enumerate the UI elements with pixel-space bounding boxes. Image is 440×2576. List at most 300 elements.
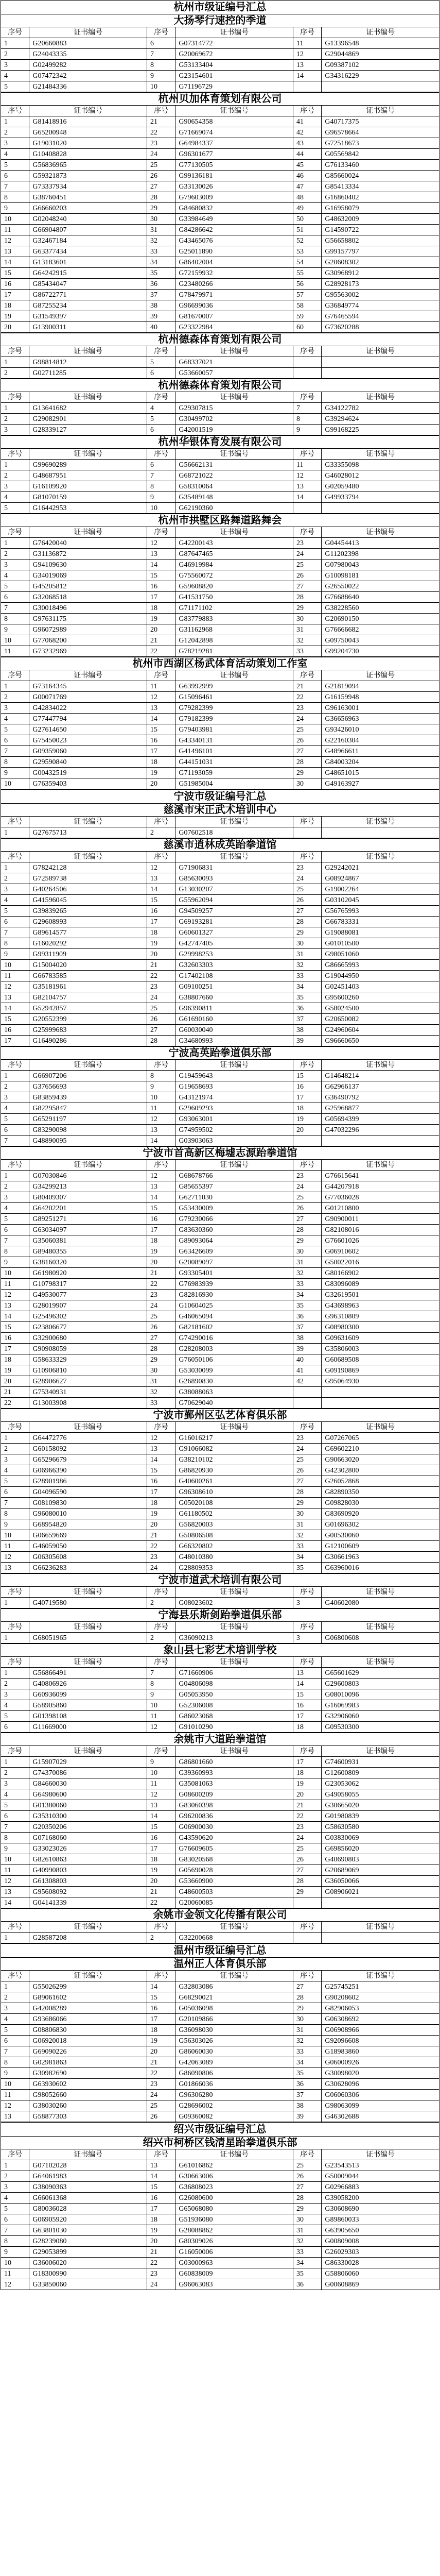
seq-cell: 10 xyxy=(1,1854,29,1865)
table-header-row xyxy=(1,1746,439,1757)
cert-number-cell: G06900030 xyxy=(175,1822,293,1833)
seq-header: 序号 xyxy=(147,1160,175,1171)
cert-number-cell: G68290021 xyxy=(175,1992,293,2003)
seq-cell: 22 xyxy=(293,692,321,703)
seq-header: 序号 xyxy=(147,1657,175,1668)
seq-cell: 27 xyxy=(293,906,321,917)
cert-header: 证书编号 xyxy=(175,392,293,403)
seq-cell: 36 xyxy=(293,1311,321,1322)
cert-number-cell: G95608092 xyxy=(29,1887,147,1897)
seq-header: 序号 xyxy=(147,1587,175,1598)
seq-cell: 10 xyxy=(1,635,29,646)
seq-cell: 27 xyxy=(293,581,321,592)
cert-number-cell: G76601026 xyxy=(322,1235,439,1246)
cert-number-cell: G28019907 xyxy=(29,1300,147,1311)
table-row xyxy=(1,1290,439,1300)
cert-number-cell: G83020568 xyxy=(175,1854,293,1865)
cert-number-cell: G06908966 xyxy=(322,2025,439,2036)
seq-cell: 23 xyxy=(293,538,321,549)
cert-number-cell: G64242915 xyxy=(29,268,147,279)
certificate-table xyxy=(1,105,439,333)
seq-cell: 7 xyxy=(1,181,29,192)
cert-number-cell: G23322984 xyxy=(175,322,293,333)
table-row xyxy=(1,1365,439,1376)
table-row xyxy=(1,862,439,873)
table-row xyxy=(1,1822,439,1833)
cert-number-cell: G30098020 xyxy=(322,2068,439,2079)
seq-cell: 1 xyxy=(1,681,29,692)
seq-cell: 27 xyxy=(293,1865,321,1876)
table-header-row xyxy=(1,1160,439,1171)
seq-cell: 10 xyxy=(1,1268,29,1279)
seq-cell: 36 xyxy=(293,2279,321,2290)
cert-number-cell: G80409307 xyxy=(29,1192,147,1203)
table-row xyxy=(1,1192,439,1203)
seq-cell: 21 xyxy=(147,2247,175,2258)
table-row xyxy=(1,1992,439,2003)
cert-number-cell: G40990803 xyxy=(29,1865,147,1876)
cert-number-cell: G43465076 xyxy=(175,235,293,246)
cert-number-cell: G96080010 xyxy=(29,1509,147,1519)
seq-cell: 5 xyxy=(1,1114,29,1125)
cert-number-cell: G82181602 xyxy=(175,1322,293,1333)
table-row xyxy=(1,171,439,181)
seq-cell: 36 xyxy=(293,2079,321,2090)
seq-cell: 14 xyxy=(147,1192,175,1203)
cert-header: 证书编号 xyxy=(175,449,293,460)
cert-header: 证书编号 xyxy=(29,392,147,403)
seq-cell: 50 xyxy=(293,214,321,225)
cert-number-cell: G26052868 xyxy=(322,1476,439,1487)
seq-cell: 4 xyxy=(1,2014,29,2025)
seq-cell: 23 xyxy=(147,981,175,992)
table-row xyxy=(1,2214,439,2225)
seq-cell: 11 xyxy=(1,2268,29,2279)
seq-cell: 7 xyxy=(1,746,29,757)
seq-cell: 35 xyxy=(293,992,321,1003)
cert-number-cell: G61180502 xyxy=(175,1509,293,1519)
table-row xyxy=(1,692,439,703)
seq-cell: 31 xyxy=(293,624,321,635)
cert-number-cell: G24043335 xyxy=(29,49,147,60)
table-row xyxy=(1,2111,439,2122)
seq-cell: 5 xyxy=(1,724,29,735)
seq-cell: 21 xyxy=(147,2057,175,2068)
cert-number-cell: G60158092 xyxy=(29,1444,147,1454)
cert-number-cell: G40264506 xyxy=(29,884,147,895)
cert-number-cell: G86330028 xyxy=(322,2258,439,2268)
seq-cell: 17 xyxy=(147,1843,175,1854)
seq-cell: 14 xyxy=(1,1311,29,1322)
cert-number-cell: G06060306 xyxy=(322,2090,439,2100)
seq-header: 序号 xyxy=(293,1971,321,1981)
table-row xyxy=(1,624,439,635)
cert-number-cell xyxy=(322,81,439,92)
seq-header: 序号 xyxy=(293,346,321,357)
seq-cell: 9 xyxy=(1,1257,29,1268)
cert-number-cell: G95563002 xyxy=(322,290,439,300)
seq-cell: 52 xyxy=(293,235,321,246)
cert-number-cell: G69090226 xyxy=(29,2046,147,2057)
cert-number-cell: G15096461 xyxy=(175,692,293,703)
table-row xyxy=(1,257,439,268)
cert-number-cell: G00071769 xyxy=(29,692,147,703)
seq-cell: 23 xyxy=(293,1822,321,1833)
seq-cell: 17 xyxy=(1,1036,29,1046)
cert-number-cell: G29609293 xyxy=(175,1103,293,1114)
seq-cell: 23 xyxy=(147,138,175,149)
cert-number-cell: G61980920 xyxy=(29,1268,147,1279)
certificate-table xyxy=(1,27,439,92)
cert-number-cell: G33850060 xyxy=(29,2279,147,2290)
table-header-row xyxy=(1,527,439,538)
seq-cell: 12 xyxy=(147,692,175,703)
cert-number-cell: G32619501 xyxy=(322,1290,439,1300)
seq-cell: 4 xyxy=(1,1203,29,1214)
seq-cell: 2 xyxy=(1,470,29,481)
seq-cell: 49 xyxy=(293,203,321,214)
seq-cell: 9 xyxy=(1,1519,29,1530)
seq-cell: 35 xyxy=(293,2068,321,2079)
cert-number-cell: G20069672 xyxy=(175,49,293,60)
cert-number-cell: G17402108 xyxy=(175,971,293,981)
cert-header: 证书编号 xyxy=(29,817,147,827)
seq-cell: 5 xyxy=(1,503,29,514)
cert-number-cell: G90900011 xyxy=(322,1214,439,1225)
cert-number-cell: G16020292 xyxy=(29,938,147,949)
seq-cell: 16 xyxy=(293,1700,321,1711)
seq-cell: 15 xyxy=(147,724,175,735)
cert-header: 证书编号 xyxy=(29,2149,147,2160)
table-row xyxy=(1,1981,439,1992)
seq-header: 序号 xyxy=(293,449,321,460)
cert-number-cell: G30661963 xyxy=(322,1552,439,1563)
seq-cell: 30 xyxy=(293,938,321,949)
seq-cell: 14 xyxy=(147,560,175,570)
seq-cell: 16 xyxy=(147,1214,175,1225)
seq-cell: 1 xyxy=(1,1933,29,1943)
cert-number-cell: G56866491 xyxy=(29,1668,147,1679)
cert-number-cell: G85413334 xyxy=(322,181,439,192)
seq-header: 序号 xyxy=(1,106,29,116)
seq-cell: 29 xyxy=(147,1354,175,1365)
seq-cell: 9 xyxy=(147,492,175,503)
seq-cell: 13 xyxy=(1,992,29,1003)
cert-number-cell: G83096089 xyxy=(322,1279,439,1290)
seq-cell: 37 xyxy=(147,290,175,300)
seq-cell: 12 xyxy=(147,862,175,873)
table-row xyxy=(1,981,439,992)
cert-number-cell: G74600931 xyxy=(322,1757,439,1768)
seq-header: 序号 xyxy=(1,1746,29,1757)
cert-number-cell: G16069983 xyxy=(322,1700,439,1711)
seq-header: 序号 xyxy=(1,2149,29,2160)
seq-cell: 15 xyxy=(1,1014,29,1025)
seq-cell: 10 xyxy=(147,81,175,92)
seq-cell: 22 xyxy=(147,127,175,138)
seq-cell: 14 xyxy=(293,492,321,503)
cert-number-cell: G34299213 xyxy=(29,1181,147,1192)
seq-cell: 2 xyxy=(1,368,29,379)
seq-header: 序号 xyxy=(293,27,321,38)
city-section-title: 绍兴市级证编号汇总 xyxy=(1,2122,439,2136)
cert-number-cell: G56836965 xyxy=(29,160,147,171)
seq-cell: 2 xyxy=(1,1992,29,2003)
seq-cell: 2 xyxy=(1,1679,29,1689)
seq-cell: 14 xyxy=(293,71,321,81)
seq-cell: 13 xyxy=(293,1668,321,1679)
cert-header: 证书编号 xyxy=(29,1657,147,1668)
seq-cell: 16 xyxy=(1,279,29,290)
cert-number-cell: G65068080 xyxy=(175,2204,293,2214)
cert-number-cell: G33023026 xyxy=(29,1843,147,1854)
cert-number-cell: G07980043 xyxy=(322,560,439,570)
seq-header: 序号 xyxy=(147,1746,175,1757)
seq-cell: 1 xyxy=(1,403,29,414)
cert-number-cell xyxy=(322,827,439,838)
seq-cell: 9 xyxy=(1,949,29,960)
certificate-table xyxy=(1,1059,439,1146)
cert-number-cell: G83630360 xyxy=(175,1225,293,1235)
seq-cell: 17 xyxy=(147,1487,175,1498)
table-row xyxy=(1,1519,439,1530)
cert-number-cell: G96163001 xyxy=(322,703,439,714)
seq-cell: 13 xyxy=(1,246,29,257)
seq-cell: 15 xyxy=(1,1322,29,1333)
seq-cell: 13 xyxy=(147,1800,175,1811)
seq-cell: 4 xyxy=(1,1700,29,1711)
cert-number-cell: G91066082 xyxy=(175,1444,293,1454)
city-section-title: 宁波市级证编号汇总 xyxy=(1,789,439,803)
table-row xyxy=(1,2236,439,2247)
table-row xyxy=(1,2025,439,2036)
seq-cell: 4 xyxy=(1,71,29,81)
table-row xyxy=(1,1933,439,1943)
seq-cell: 3 xyxy=(1,1778,29,1789)
seq-cell: 6 xyxy=(1,1125,29,1136)
cert-number-cell: G00809008 xyxy=(322,2236,439,2247)
seq-cell: 10 xyxy=(1,214,29,225)
cert-number-cell: G36849774 xyxy=(322,300,439,311)
cert-header: 证书编号 xyxy=(175,670,293,681)
cert-number-cell: G13900311 xyxy=(29,322,147,333)
cert-number-cell: G26029303 xyxy=(322,2247,439,2258)
table-row xyxy=(1,1778,439,1789)
seq-cell: 19 xyxy=(1,311,29,322)
org-title: 杭州市拱墅区路舞道路舞会 xyxy=(1,514,439,527)
cert-number-cell: G72159932 xyxy=(175,268,293,279)
cert-number-cell: G45205812 xyxy=(29,581,147,592)
cert-header: 证书编号 xyxy=(175,852,293,862)
seq-cell: 5 xyxy=(1,2025,29,2036)
seq-cell: 23 xyxy=(293,862,321,873)
seq-cell: 26 xyxy=(147,1014,175,1025)
seq-cell: 12 xyxy=(147,538,175,549)
seq-cell: 25 xyxy=(293,560,321,570)
seq-header: 序号 xyxy=(293,1657,321,1668)
cert-number-cell: G42747405 xyxy=(175,938,293,949)
seq-cell: 30 xyxy=(293,2014,321,2025)
cert-number-cell: G70629040 xyxy=(175,1398,293,1409)
org-title: 象山县七彩艺术培训学校 xyxy=(1,1643,439,1656)
seq-cell: 29 xyxy=(293,2003,321,2014)
table-row xyxy=(1,403,439,414)
seq-cell: 29 xyxy=(293,1498,321,1509)
cert-number-cell: G29242021 xyxy=(322,862,439,873)
seq-cell: 42 xyxy=(293,1376,321,1387)
seq-cell: 13 xyxy=(1,1300,29,1311)
seq-cell: 33 xyxy=(293,646,321,657)
table-row xyxy=(1,746,439,757)
seq-cell: 11 xyxy=(1,1541,29,1552)
table-row xyxy=(1,1454,439,1465)
cert-number-cell: G79230066 xyxy=(175,1214,293,1225)
seq-cell: 15 xyxy=(147,2182,175,2193)
seq-header: 序号 xyxy=(293,1060,321,1071)
cert-number-cell: G40806926 xyxy=(29,1679,147,1689)
cert-number-cell: G06966390 xyxy=(29,1465,147,1476)
table-header-row xyxy=(1,1922,439,1933)
seq-cell: 28 xyxy=(147,1344,175,1354)
cert-number-cell: G75560072 xyxy=(175,570,293,581)
seq-cell: 30 xyxy=(147,1365,175,1376)
seq-header: 序号 xyxy=(1,1160,29,1171)
seq-cell: 15 xyxy=(293,1071,321,1081)
cert-number-cell: G56662131 xyxy=(175,460,293,470)
seq-header: 序号 xyxy=(293,527,321,538)
seq-cell: 27 xyxy=(293,1214,321,1225)
table-row xyxy=(1,703,439,714)
table-row xyxy=(1,873,439,884)
cert-number-cell: G89860033 xyxy=(322,2214,439,2225)
seq-cell: 37 xyxy=(293,1322,321,1333)
table-row xyxy=(1,2046,439,2057)
cert-header: 证书编号 xyxy=(29,1587,147,1598)
cert-number-cell: G61016862 xyxy=(175,2160,293,2171)
seq-cell: 4 xyxy=(1,714,29,724)
seq-cell: 10 xyxy=(147,1092,175,1103)
cert-number-cell: G29998253 xyxy=(175,949,293,960)
seq-cell: 12 xyxy=(293,470,321,481)
seq-cell: 7 xyxy=(147,470,175,481)
seq-cell: 12 xyxy=(1,2279,29,2290)
cert-number-cell: G28587208 xyxy=(29,1933,147,1943)
table-row xyxy=(1,1279,439,1290)
seq-cell: 16 xyxy=(147,2003,175,2014)
seq-header: 序号 xyxy=(1,852,29,862)
seq-cell: 33 xyxy=(293,1279,321,1290)
seq-cell: 13 xyxy=(147,873,175,884)
seq-cell: 34 xyxy=(293,1290,321,1300)
seq-cell: 27 xyxy=(147,181,175,192)
seq-cell: 31 xyxy=(147,1376,175,1387)
cert-number-cell: G12600809 xyxy=(322,1768,439,1778)
seq-cell: 12 xyxy=(147,1789,175,1800)
table-header-row xyxy=(1,1060,439,1071)
seq-cell: 20 xyxy=(293,1789,321,1800)
cert-number-cell: G56765993 xyxy=(322,906,439,917)
cert-number-cell: G81670007 xyxy=(175,311,293,322)
cert-number-cell: G29307815 xyxy=(175,403,293,414)
table-row xyxy=(1,1071,439,1081)
org-title: 宁海县乐斯剑跆拳道俱乐部 xyxy=(1,1608,439,1621)
seq-cell: 5 xyxy=(1,1214,29,1225)
cert-number-cell: G84680832 xyxy=(175,203,293,214)
seq-cell: 6 xyxy=(1,917,29,927)
certificate-table xyxy=(1,851,439,1046)
cert-number-cell: G40690803 xyxy=(322,1854,439,1865)
cert-number-cell: G78479971 xyxy=(175,290,293,300)
seq-cell: 7 xyxy=(1,927,29,938)
org-title: 余姚市大道跆拳道馆 xyxy=(1,1733,439,1745)
table-row xyxy=(1,425,439,435)
cert-number-cell: G20350206 xyxy=(29,1822,147,1833)
table-row xyxy=(1,460,439,470)
cert-number-cell: G84660030 xyxy=(29,1778,147,1789)
seq-cell: 16 xyxy=(147,1833,175,1843)
seq-cell: 25 xyxy=(147,2100,175,2111)
cert-number-cell: G73620288 xyxy=(322,322,439,333)
seq-cell: 20 xyxy=(1,1376,29,1387)
seq-cell: 26 xyxy=(147,171,175,181)
cert-header: 证书编号 xyxy=(175,1746,293,1757)
cert-number-cell: G09387102 xyxy=(322,60,439,71)
seq-cell: 30 xyxy=(293,1509,321,1519)
table-row xyxy=(1,2036,439,2046)
seq-cell: 9 xyxy=(1,624,29,635)
certificate-table xyxy=(1,346,439,379)
cert-number-cell: G86060030 xyxy=(175,2046,293,2057)
seq-cell: 23 xyxy=(147,2079,175,2090)
seq-cell: 9 xyxy=(293,425,321,435)
table-row xyxy=(1,1257,439,1268)
seq-cell: 31 xyxy=(293,2225,321,2236)
seq-cell: 32 xyxy=(293,1530,321,1541)
cert-number-cell: G96699036 xyxy=(175,300,293,311)
cert-number-cell: G04141339 xyxy=(29,1897,147,1908)
seq-cell: 13 xyxy=(293,60,321,71)
cert-header: 证书编号 xyxy=(175,1060,293,1071)
cert-number-cell: G63034097 xyxy=(29,1225,147,1235)
table-header-row xyxy=(1,817,439,827)
cert-number-cell: G38088063 xyxy=(175,1387,293,1398)
cert-number-cell: G34316229 xyxy=(322,71,439,81)
seq-cell: 10 xyxy=(1,778,29,789)
cert-number-cell: G08109830 xyxy=(29,1498,147,1509)
seq-cell: 18 xyxy=(293,1768,321,1778)
cert-number-cell: G16159948 xyxy=(322,692,439,703)
seq-cell: 3 xyxy=(1,560,29,570)
seq-cell: 7 xyxy=(1,603,29,614)
cert-number-cell xyxy=(322,503,439,514)
cert-header: 证书编号 xyxy=(29,527,147,538)
seq-cell: 33 xyxy=(147,1398,175,1409)
seq-cell: 12 xyxy=(1,1552,29,1563)
table-row xyxy=(1,1811,439,1822)
cert-number-cell: G92096608 xyxy=(322,2036,439,2046)
cert-number-cell: G76050106 xyxy=(175,1354,293,1365)
cert-number-cell: G03903063 xyxy=(175,1136,293,1146)
table-row xyxy=(1,1136,439,1146)
seq-cell: 44 xyxy=(293,149,321,160)
cert-number-cell: G75340931 xyxy=(29,1387,147,1398)
table-header-row xyxy=(1,346,439,357)
cert-number-cell: G38760451 xyxy=(29,192,147,203)
seq-cell: 29 xyxy=(293,2204,321,2214)
cert-number-cell: G41596045 xyxy=(29,895,147,906)
cert-number-cell: G28906627 xyxy=(29,1376,147,1387)
cert-number-cell: G80036028 xyxy=(29,2204,147,2214)
